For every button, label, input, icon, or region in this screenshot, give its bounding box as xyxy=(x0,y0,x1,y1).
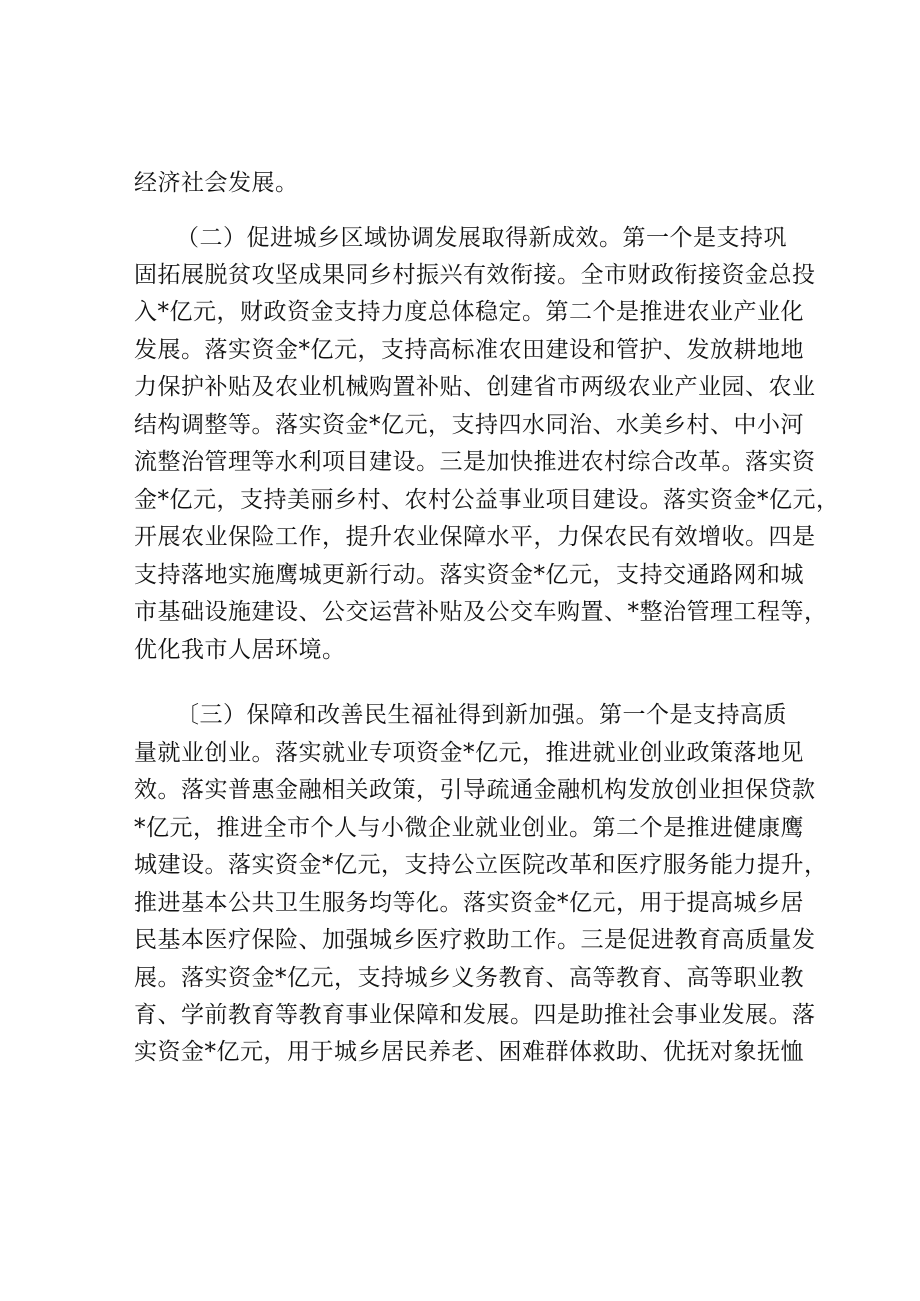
text-line: 发展。落实资金*亿元，支持高标准农田建设和管护、发放耕地地 xyxy=(134,337,804,363)
text-line: 实资金*亿元，用于城乡居民养老、困难群体救助、优抚对象抚恤 xyxy=(134,1039,804,1065)
text-line: 展。落实资金*亿元，支持城乡义务教育、高等教育、高等职业教 xyxy=(134,965,804,991)
text-line: 量就业创业。落实就业专项资金*亿元，推进就业创业政策落地见 xyxy=(134,740,804,766)
text-line: 推进基本公共卫生服务均等化。落实资金*亿元，用于提高城乡居 xyxy=(134,890,804,916)
text-line: 效。落实普惠金融相关政策，引导疏通金融机构发放创业担保贷款 xyxy=(134,777,816,803)
text-line: 结构调整等。落实资金*亿元，支持四水同治、水美乡村、中小河 xyxy=(134,412,804,438)
text-line: 开展农业保险工作，提升农业保障水平，力保农民有效增收。四是 xyxy=(134,524,816,550)
text-line: 城建设。落实资金*亿元，支持公立医院改革和医疗服务能力提升， xyxy=(134,852,828,878)
text-line: 固拓展脱贫攻坚成果同乡村振兴有效衔接。全市财政衔接资金总投 xyxy=(134,262,816,288)
text-line: 支持落地实施鹰城更新行动。落实资金*亿元，支持交通路网和城 xyxy=(134,562,804,588)
text-line: 金*亿元，支持美丽乡村、农村公益事业项目建设。落实资金*亿元， xyxy=(134,487,840,513)
text-line: 〔三）保障和改善民生福祉得到新加强。第一个是支持高质 xyxy=(176,702,787,728)
text-line: *亿元，推进全市个人与小微企业就业创业。第二个是推进健康鹰 xyxy=(134,815,804,841)
text-line: 流整治管理等水利项目建设。三是加快推进农村综合改革。落实资 xyxy=(134,449,816,475)
text-line: 经济社会发展。 xyxy=(134,170,299,196)
text-line: 力保护补贴及农业机械购置补贴、创建省市两级农业产业园、农业 xyxy=(134,374,816,400)
text-line: 市基础设施建设、公交运营补贴及公交车购置、*整治管理工程等， xyxy=(134,599,828,625)
text-line: 育、学前教育等教育事业保障和发展。四是助推社会事业发展。落 xyxy=(134,1002,816,1028)
text-line: 入*亿元，财政资金支持力度总体稳定。第二个是推进农业产业化 xyxy=(134,299,804,325)
text-line: 优化我市人居环境。 xyxy=(134,637,346,663)
text-line: 民基本医疗保险、加强城乡医疗救助工作。三是促进教育高质量发 xyxy=(134,927,816,953)
text-line: （二）促进城乡区域协调发展取得新成效。第一个是支持巩 xyxy=(176,225,787,251)
